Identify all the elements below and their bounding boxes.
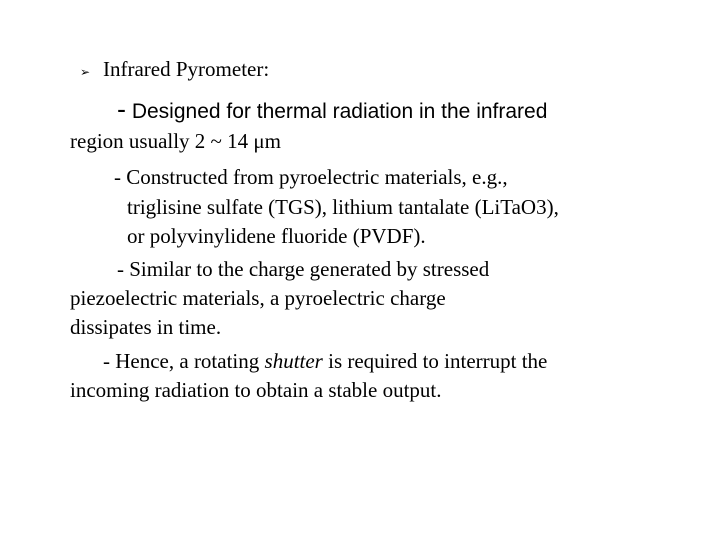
point-3-line-2: piezoelectric materials, a pyroelectric charge (70, 286, 446, 310)
slide-heading: Infrared Pyrometer: (103, 57, 270, 81)
point-4-text-pre: - Hence, a rotating (103, 349, 265, 373)
point-3-line-3: dissipates in time. (70, 315, 222, 339)
point-4-line-1 (103, 349, 547, 373)
point-1-dash: - (117, 94, 126, 124)
point-1-line-1 (117, 94, 548, 124)
arrow-bullet-icon: ➢ (80, 65, 91, 79)
point-3-line-1: - Similar to the charge generated by stressed (117, 257, 490, 281)
point-2-line-2: triglisine sulfate (TGS), lithium tantalate (LiTaO3), (127, 195, 559, 219)
point-4-line-2: incoming radiation to obtain a stable output. (70, 378, 442, 402)
point-4-text-post: is required to interrupt the (322, 349, 548, 373)
point-2-line-1: - Constructed from pyroelectric materials, e.g., (114, 165, 508, 189)
point-1-line-2: region usually 2 ~ 14 μm (70, 129, 282, 153)
point-2-line-3: or polyvinylidene fluoride (PVDF). (127, 224, 426, 248)
point-1-text: Designed for thermal radiation in the infrared (126, 100, 548, 123)
point-4-emphasis: shutter (264, 349, 323, 373)
